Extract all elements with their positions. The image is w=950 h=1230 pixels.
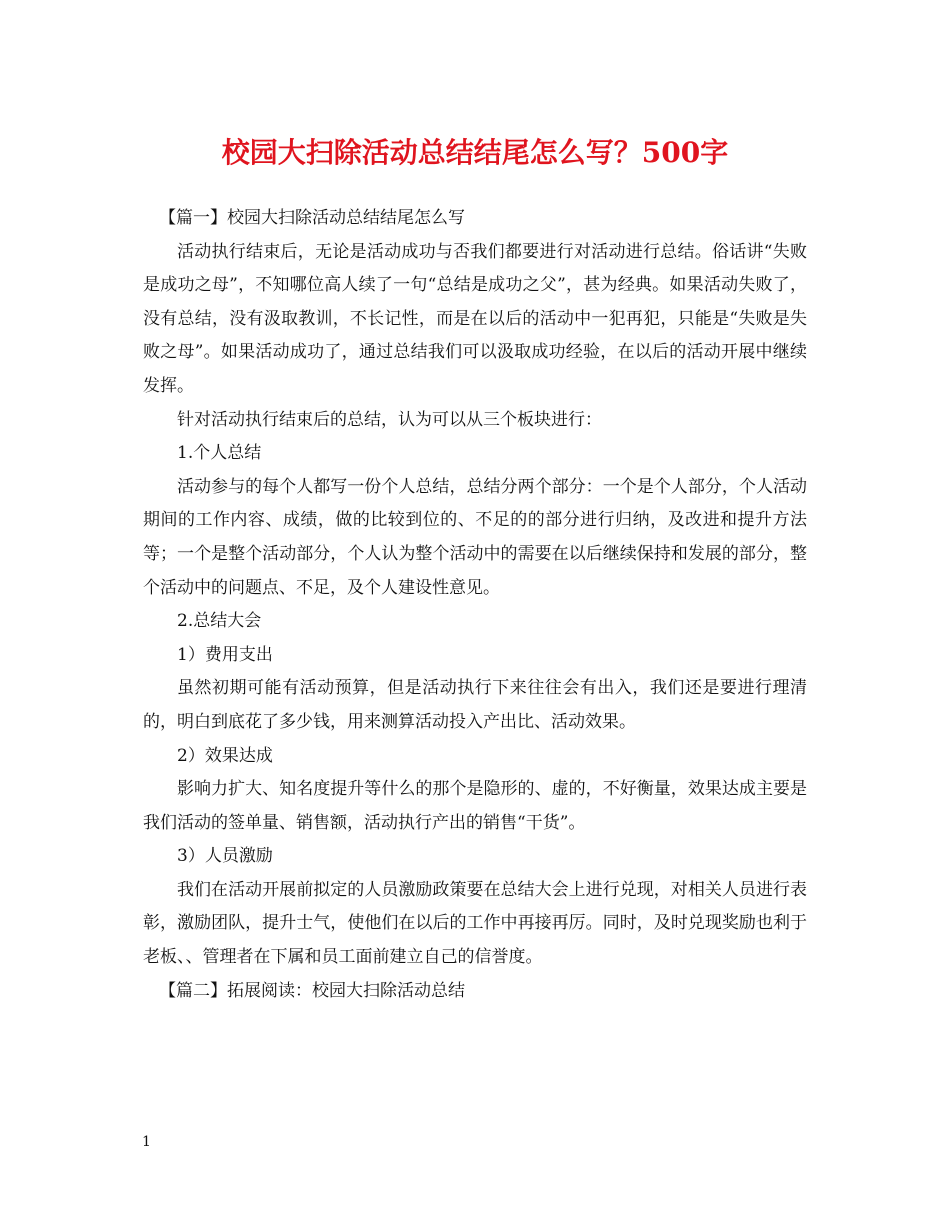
list-heading: 1.个人总结 bbox=[177, 443, 262, 464]
sub-heading: 3）人员激励 bbox=[177, 846, 273, 867]
document-title: 校园大扫除活动总结结尾怎么写？500字 bbox=[221, 136, 729, 169]
sub-heading: 2）效果达成 bbox=[177, 745, 273, 766]
section-heading: 【篇一】校园大扫除活动总结结尾怎么写 bbox=[159, 208, 465, 228]
sub-heading: 1）费用支出 bbox=[177, 644, 273, 665]
paragraph: 活动参与的每个人都写一份个人总结，总结分两个部分：一个是个人部分，个人活动期间的工作内容、成绩，做的比较到位的、不足的的部分进行归纳，及改进和提升方法等；一个是整个活动部分，个人认为整个活动中的需要在以后继续保持和发展的部分，整个活动中的问题点、不足，及个人建设性意见。 bbox=[143, 476, 807, 598]
page-number: 1 bbox=[142, 1134, 151, 1150]
paragraph: 针对活动执行结束后的总结，认为可以从三个板块进行： bbox=[177, 409, 602, 430]
section-heading: 【篇二】拓展阅读：校园大扫除活动总结 bbox=[159, 980, 465, 1001]
paragraph: 虽然初期可能有活动预算，但是活动执行下来往往会有出入，我们还是要进行理清的，明白到底花了多少钱，用来测算活动投入产出比、活动效果。 bbox=[143, 678, 807, 732]
paragraph: 活动执行结束后，无论是活动成功与否我们都要进行对活动进行总结。俗话讲“失败是成功之母”，不知哪位高人续了一句“总结是成功之父”，甚为经典。如果活动失败了，没有总结，没有汲取教训，不长记性，而是在以后的活动中一犯再犯，只能是“失败是失败之母”。如果活动成功了，通过总结我们可以汲取成功经验，在以后的活动开展中继续发挥。 bbox=[143, 241, 807, 396]
document-body bbox=[143, 202, 807, 1008]
paragraph: 我们在活动开展前拟定的人员激励政策要在总结大会上进行兑现，对相关人员进行表彰，激励团队，提升士气，使他们在以后的工作中再接再厉。同时，及时兑现奖励也利于老板、、管理者在下属和员工面前建立自己的信誉度。 bbox=[143, 879, 807, 968]
paragraph: 影响力扩大、知名度提升等什么的那个是隐形的、虚的，不好衡量，效果达成主要是我们活动的签单量、销售额，活动执行产出的销售“干货”。 bbox=[143, 779, 807, 833]
list-heading: 2.总结大会 bbox=[177, 611, 262, 632]
